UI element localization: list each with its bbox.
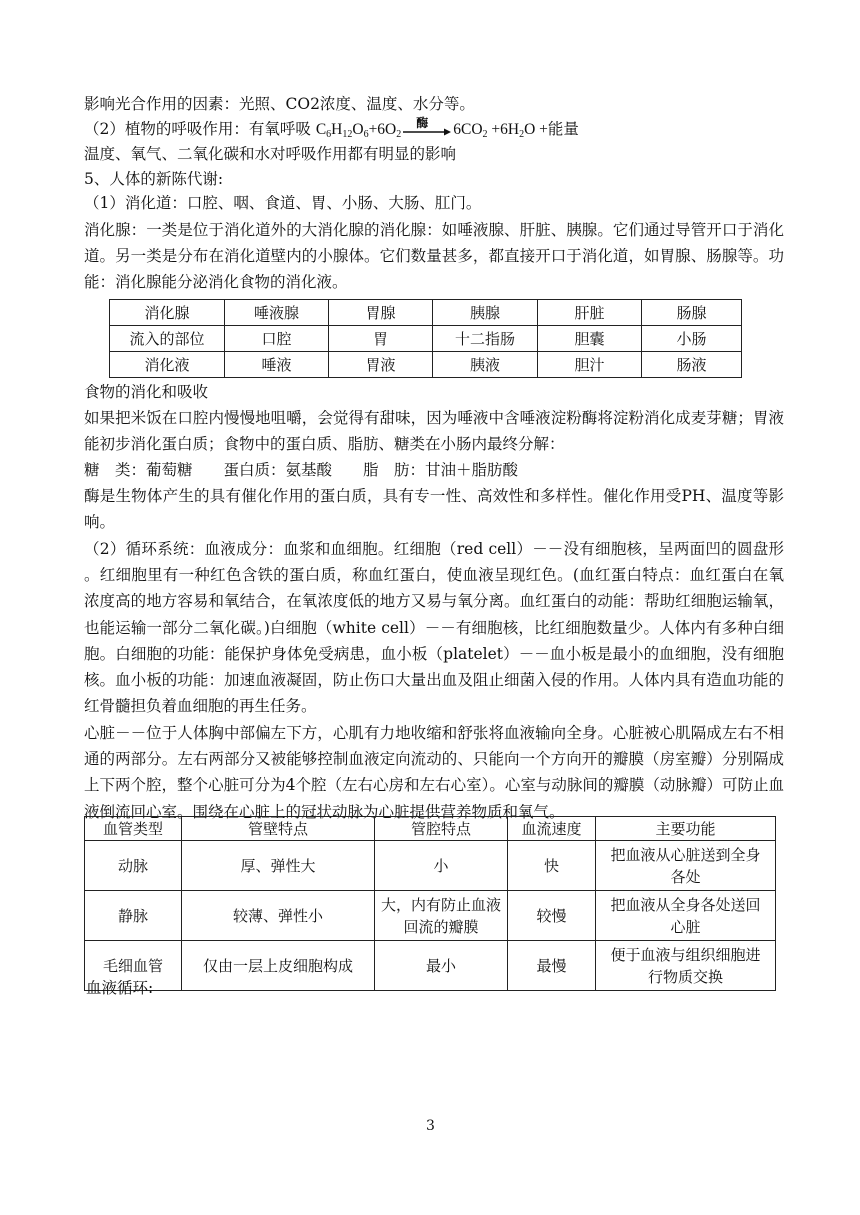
table-header-cell: 血流速度 xyxy=(508,817,596,841)
table-cell: 静脉 xyxy=(85,891,182,941)
table-cell: 小 xyxy=(375,841,508,891)
table-row xyxy=(110,352,742,378)
digestion-heading: 食物的消化和吸收 xyxy=(84,383,209,401)
table-cell: 厚、弹性大 xyxy=(182,841,375,891)
table-cell: 胆汁 xyxy=(538,352,642,378)
table-cell: 胃腺 xyxy=(329,300,433,326)
table-cell: 胆囊 xyxy=(538,326,642,352)
circulation-paragraph: （2）循环系统：血液成分：血浆和血细胞。红细胞（red cell）－－没有细胞核，呈两面凹的圆盘形 。红细胞里有一种红色含铁的蛋白质，称血红蛋白，使血液呈现红色。(血红蛋白特点：血红蛋白在氧浓度高的地方容易和氧结合，在氧浓度低的地方又易与氧分离。血红蛋白的动能：帮助红细胞运输氧，也能运输一部分二氧化碳。)白细胞（white cell）－－有细胞核，比红细胞数量少。人体内有多种白细胞。白细胞的功能：能保护身体免受病患，血小板（platelet）－－血小板是最小的血细胞，没有细胞核。血小板的功能：加速血液凝固，防止伤口大量出血及阻止细菌入侵的作用。人体内具有造血功能的红骨髓担负着血细胞的再生任务。 xyxy=(84,539,784,716)
table-row xyxy=(85,841,776,891)
table-row xyxy=(110,326,742,352)
table-row xyxy=(85,891,776,941)
table-cell: 小肠 xyxy=(642,326,742,352)
equation-right: $6CO_2 +6H_2O$ +能量 xyxy=(453,120,579,140)
digestive-glands-table xyxy=(109,299,742,378)
digestion-paragraph: 如果把米饭在口腔内慢慢地咀嚼，会觉得有甜味，因为唾液中含唾液淀粉酶将淀粉消化成麦芽糖；胃液能初步消化蛋白质；食物中的蛋白质、脂肪、糖类在小肠内最终分解： xyxy=(84,408,784,453)
respiration-prefix: （2）植物的呼吸作用：有氧呼吸 xyxy=(84,119,311,138)
digestive-glands-paragraph: 消化腺：一类是位于消化道外的大消化腺的消化腺：如唾液腺、肝脏、胰腺。它们通过导管开口于消化道。另一类是分布在消化道壁内的小腺体。它们数量甚多，都直接开口于消化道，如胃腺、肠腺等。功能：消化腺能分泌消化食物的消化液。 xyxy=(84,220,784,292)
table-row xyxy=(110,300,742,326)
table-cell: 唾液腺 xyxy=(225,300,329,326)
table-header-row xyxy=(85,817,776,841)
table-cell: 十二指肠 xyxy=(433,326,538,352)
table-cell: 把血液从全身各处送回心脏 xyxy=(596,891,776,941)
respiration-line xyxy=(84,117,784,143)
table-cell: 动脉 xyxy=(85,841,182,891)
table-cell: 大，内有防止血液回流的瓣膜 xyxy=(375,891,508,941)
table-cell: 胃 xyxy=(329,326,433,352)
table-cell: 消化液 xyxy=(110,352,225,378)
heart-paragraph: 心脏－－位于人体胸中部偏左下方，心肌有力地收缩和舒张将血液输向全身。心脏被心肌隔成左右不相通的两部分。左右两部分又被能够控制血液定向流动的、只能向一个方向开的瓣膜（房室瓣）分别隔成上下两个腔，整个心脏可分为4个腔（左右心房和左右心室）。心室与动脉间的瓣膜（动脉瓣）可防止血液倒流回心室。围绕在心脏上的冠状动脉为心脏提供营养物质和氧气。 xyxy=(84,723,784,821)
page-number: 3 xyxy=(426,1118,435,1134)
blood-vessels-table xyxy=(84,816,776,991)
table-cell: 较慢 xyxy=(508,891,596,941)
table-cell: 肝脏 xyxy=(538,300,642,326)
table-cell: 最慢 xyxy=(508,941,596,991)
table-cell: 唾液 xyxy=(225,352,329,378)
table-cell: 胰腺 xyxy=(433,300,538,326)
middle-section xyxy=(84,380,784,825)
blood-circulation-heading: 血液循环: xyxy=(86,979,154,997)
equation-left: $C_6H_{12}O_6+6O_2$ xyxy=(315,120,402,140)
table-header-cell: 管壁特点 xyxy=(182,817,375,841)
table-header-cell: 血管类型 xyxy=(85,817,182,841)
top-section xyxy=(84,92,784,295)
digestive-tract-line: （1）消化道：口腔、咽、食道、胃、小肠、大肠、肛门。 xyxy=(84,194,482,212)
table-cell: 较薄、弹性小 xyxy=(182,891,375,941)
table-cell: 消化腺 xyxy=(110,300,225,326)
table-cell: 仅由一层上皮细胞构成 xyxy=(182,941,375,991)
table-cell: 肠液 xyxy=(642,352,742,378)
table-cell: 毛细血管 xyxy=(85,941,182,991)
digestion-products-line: 糖 类：葡萄糖 蛋白质：氨基酸 脂 肪：甘油＋脂肪酸 xyxy=(84,461,519,480)
table-cell: 肠腺 xyxy=(642,300,742,326)
factors-line: 影响光合作用的因素：光照、CO2浓度、温度、水分等。 xyxy=(84,95,475,113)
table-cell: 最小 xyxy=(375,941,508,991)
table-cell: 流入的部位 xyxy=(110,326,225,352)
table-header-cell: 管腔特点 xyxy=(375,817,508,841)
table-cell: 胃液 xyxy=(329,352,433,378)
section-heading: 5、人体的新陈代谢: xyxy=(84,169,224,188)
table-cell: 口腔 xyxy=(225,326,329,352)
enzyme-paragraph: 酶是生物体产生的具有催化作用的蛋白质，具有专一性、高效性和多样性。催化作用受PH、温度等影响。 xyxy=(84,487,784,532)
table-cell: 胰液 xyxy=(433,352,538,378)
table-cell: 把血液从心脏送到全身各处 xyxy=(596,841,776,891)
table-cell: 便于血液与组织细胞进行物质交换 xyxy=(596,941,776,991)
respiration-effect-line: 温度、氧气、二氧化碳和水对呼吸作用都有明显的影响 xyxy=(84,145,457,163)
table-cell: 快 xyxy=(508,841,596,891)
enzyme-arrow-icon xyxy=(402,115,452,140)
table-header-cell: 主要功能 xyxy=(596,817,776,841)
enzyme-label: 酶 xyxy=(416,115,429,130)
table-row xyxy=(85,941,776,991)
